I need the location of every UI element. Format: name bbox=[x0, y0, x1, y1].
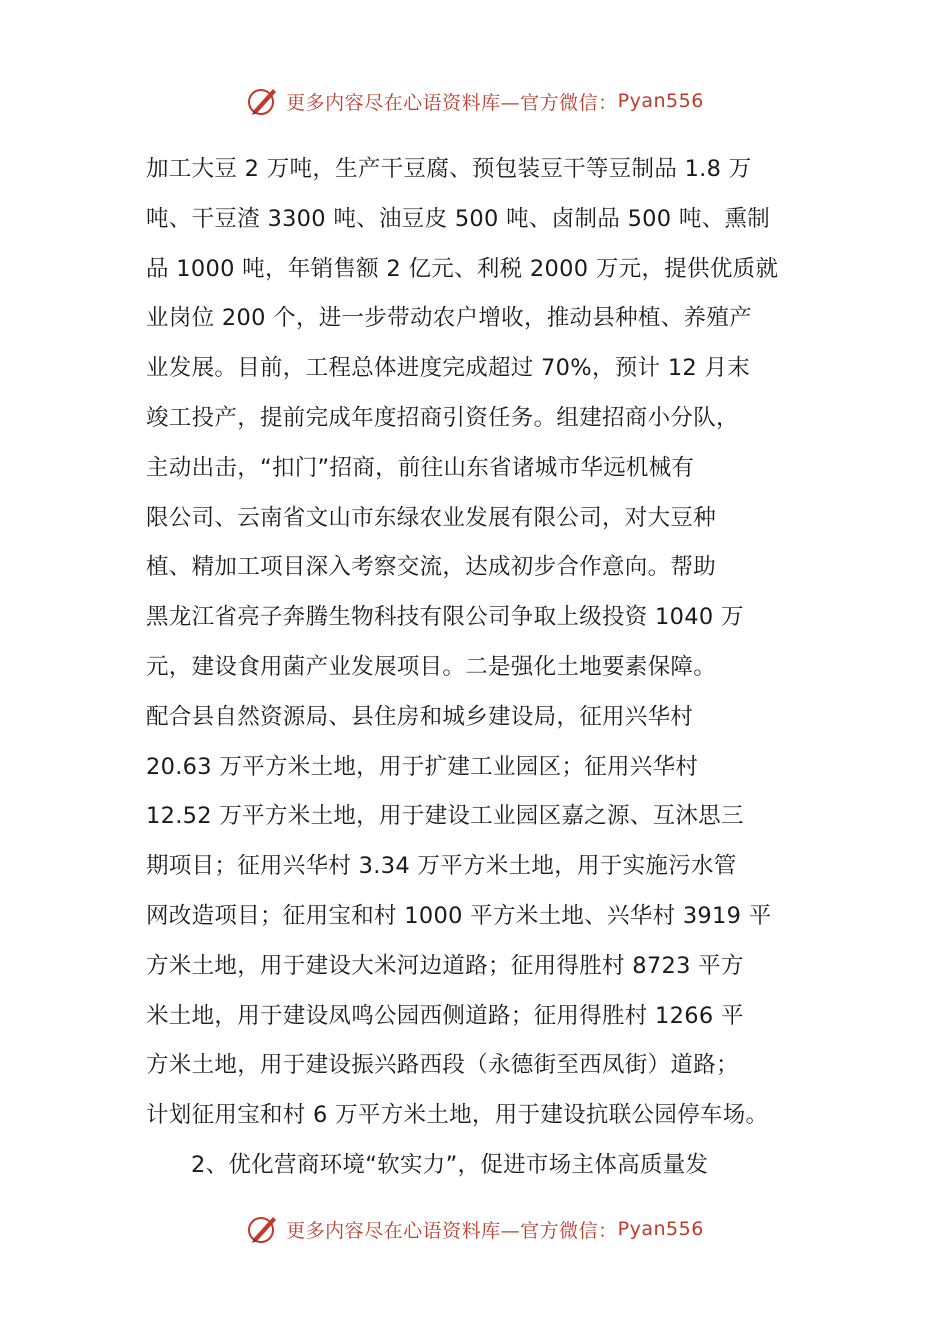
watermark-footer bbox=[0, 1212, 950, 1246]
watermark-wechat-id: Pyan556 bbox=[617, 90, 704, 112]
text-line: 20.63 万平方米土地，用于扩建工业园区；征用兴华村 bbox=[146, 753, 699, 780]
text-line: 业发展。目前，工程总体进度完成超过 70%，预计 12 月末 bbox=[146, 355, 751, 382]
text-line: 植、精加工项目深入考察交流，达成初步合作意向。帮助 bbox=[146, 554, 717, 581]
watermark-wechat-id: Pyan556 bbox=[617, 1218, 704, 1240]
text-line: 方米土地，用于建设大米河边道路；征用得胜村 8723 平方 bbox=[146, 952, 744, 979]
document-body bbox=[146, 145, 826, 1191]
watermark-text: 更多内容尽在心语资料库—官方微信： bbox=[286, 91, 618, 114]
text-line: 网改造项目；征用宝和村 1000 平方米土地、兴华村 3919 平 bbox=[146, 902, 772, 929]
text-line: 竣工投产，提前完成年度招商引资任务。组建招商小分队， bbox=[146, 404, 739, 431]
text-line: 主动出击，“扣门”招商，前往山东省诸城市华远机械有 bbox=[146, 454, 695, 481]
text-line: 计划征用宝和村 6 万平方米土地，用于建设抗联公园停车场。 bbox=[146, 1102, 769, 1129]
text-line: 12.52 万平方米土地，用于建设工业园区嘉之源、互沐思三 bbox=[146, 803, 744, 830]
text-line: 元，建设食用菌产业发展项目。二是强化土地要素保障。 bbox=[146, 653, 717, 680]
pen-logo-icon bbox=[246, 1212, 280, 1246]
watermark-text: 更多内容尽在心语资料库—官方微信： bbox=[286, 1219, 618, 1242]
text-line: 品 1000 吨，年销售额 2 亿元、利税 2000 万元，提供优质就 bbox=[146, 255, 779, 282]
text-line: 米土地，用于建设凤鸣公园西侧道路；征用得胜村 1266 平 bbox=[146, 1002, 744, 1029]
text-line: 吨、干豆渣 3300 吨、油豆皮 500 吨、卤制品 500 吨、熏制 bbox=[146, 205, 771, 232]
text-line: 期项目；征用兴华村 3.34 万平方米土地，用于实施污水管 bbox=[146, 853, 737, 880]
text-line: 黑龙江省亮子奔腾生物科技有限公司争取上级投资 1040 万 bbox=[146, 604, 744, 631]
text-line: 业岗位 200 个，进一步带动农户增收，推动县种植、养殖产 bbox=[146, 305, 752, 332]
section-heading-line: 2、优化营商环境“软实力”，促进市场主体高质量发 bbox=[191, 1151, 709, 1178]
text-line: 方米土地，用于建设振兴路西段（永德街至西凤街）道路； bbox=[146, 1052, 739, 1079]
pen-logo-icon bbox=[246, 84, 280, 118]
watermark-header bbox=[0, 84, 950, 118]
text-line: 加工大豆 2 万吨，生产干豆腐、预包装豆干等豆制品 1.8 万 bbox=[146, 156, 752, 182]
text-line: 配合县自然资源局、县住房和城乡建设局，征用兴华村 bbox=[146, 703, 694, 730]
text-line: 限公司、云南省文山市东绿农业发展有限公司，对大豆种 bbox=[146, 504, 717, 531]
